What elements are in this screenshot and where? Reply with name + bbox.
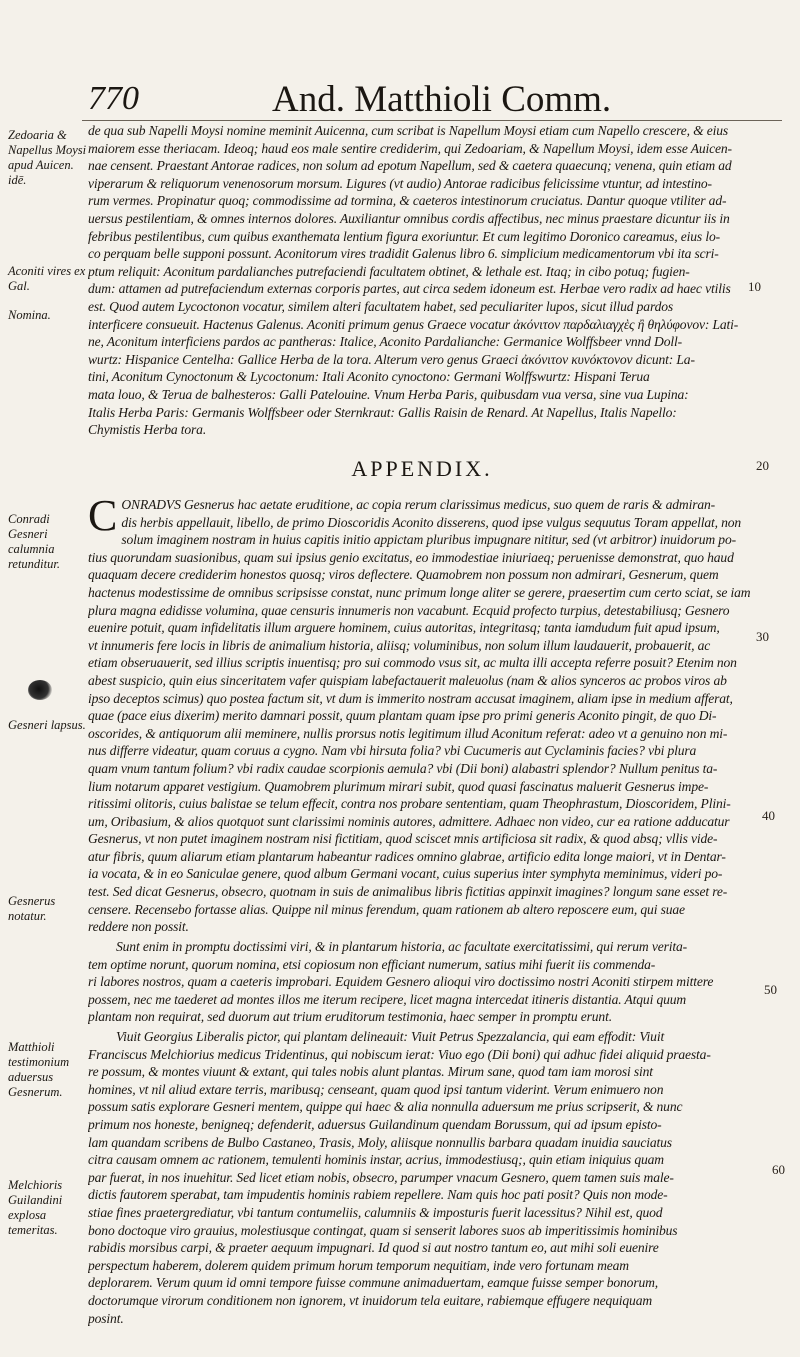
paragraph-2 <box>88 491 756 936</box>
text-line: est. Quod autem Lycoctonon vocatur, similem alteri facultatem habet, sed peculiariter lupos, sicut illud pardos <box>88 298 674 314</box>
text-line: primum nos honeste, benigneq; defenderit, aduersus Guilandinum quendam Borussum, qui ad ipsum episto- <box>88 1116 662 1132</box>
text-line: ri labores nostros, quam a caeteris improbari. Equidem Gesnero alioqui viro doctissimo nostri Aconiti stirpem mittere <box>88 974 714 990</box>
text-line: tius quorundam suasionibus, quam sui ipsius genio excitatus, eo immodestiae iniuriaeq; peruenisse demonstrat, quo haud <box>88 549 734 565</box>
header-rule <box>82 120 782 121</box>
text-line: doctorumque virorum conditionem non ignorem, vt inuidorum tela euitare, rabiemque effugere nequiquam <box>88 1292 653 1308</box>
text-line: febribus pestilentibus, cum quibus exanthemata lentium figura exoriuntur. Et cum legitimo Doronico careamus, eius lo- <box>88 228 720 244</box>
line-number: 60 <box>772 1162 785 1177</box>
margin-note: Aconiti vires ex Gal. <box>8 264 86 293</box>
text-line: rum vermes. Propinatur quoq; commodissime ad tormina, & caeteros intestinorum cruciatus. Dantur quoque vtiliter ad- <box>88 193 727 209</box>
text-line: re possum, & montes viuunt & extant, qui tales nobis alunt plantas. Mirum sane, quod tam iam morosi sint <box>88 1064 653 1080</box>
text-line: vt innumeris fere locis in libris de animalium historia, aliisq; voluminibus, non solum illum laudauerit, probauerit, ac <box>88 637 711 653</box>
text-line: stiae fines praetergrediatur, vbi tantum contumeliis, calumniis & imposturis fuerit lacessitus? Nihil est, quod <box>88 1204 663 1220</box>
paragraph-4 <box>88 1028 756 1327</box>
text-line: rabidis morsibus carpi, & praeter aequum impugnari. Id quod si aut nostro tantum eo, aut mihi soli euenire <box>88 1240 659 1256</box>
text-line: quaquam decere crediderim honestos quosq; viros deflectere. Quamobrem non possum non admirari, Gesnerum, quem <box>88 567 719 583</box>
page-number: 770 <box>88 80 139 117</box>
drop-cap: C <box>88 491 118 540</box>
section-heading: APPENDIX. <box>351 456 493 481</box>
line-number: 40 <box>762 808 775 823</box>
page-header <box>82 78 782 118</box>
text-line: etiam obseruauerit, sed illius scriptis inuentisq; pro sui commodo vsus sit, ac multa illi accepta referre posuit? Etenim non <box>88 655 737 671</box>
line-number: 50 <box>764 982 777 997</box>
text-line: citra causam omnem ac rationem, temulenti hominis instar, acrius, immodestiusq;, quin etiam iniquius quam <box>88 1152 664 1168</box>
text-line: homines, vt nil aliud extare terris, maribusq; censeant, quam quod ipsi tantum viderint. Verum enimuero non <box>88 1081 664 1097</box>
text-line: wurtz: Hispanice Centelha: Gallice Herba de la tora. Alterum vero genus Graeci ἀκόνιτον κυνόκτονον dicunt: La- <box>88 351 695 367</box>
text-line: possum satis explorare Gesneri mentem, quippe qui haec & alia nonnulla aduersum me prius scripserit, & nunc <box>88 1099 683 1115</box>
text-line: possem, nec me taederet ad montes illos me iterum recipere, licet magna intercedat itineris distantia. Atqui quum <box>88 991 687 1007</box>
text-line: ptum reliquit: Aconitum pardalianches putrefaciendi facultatem obtinet, & lethale est. Itaq; in cibo potuq; fugien- <box>88 263 690 279</box>
text-line: nus differre videatur, quam coruus a cygno. Nam vbi hirsuta folia? vbi Cucumeris aut Cyclaminis facies? vbi plura <box>88 743 697 759</box>
line-number: 20 <box>756 458 769 473</box>
text-line: perspectum haberem, dolerem quidem primum horum temporum nequitiam, inde vero fortunam meam <box>88 1257 629 1273</box>
text-line: oscorides, & antiquorum alii meminere, nullis prorsus notis legitimum illud Aconitum referat: adeo vt a genuino non mi- <box>88 725 728 741</box>
text-line: ne, Aconitum interficiens pardos ac pantheras: Italice, Aconito Pardalianche: Germanice Wolffsbeer vnnd Doll- <box>88 334 683 350</box>
text-line: plantam non requirat, sed duorum aut trium eruditorum testimonia, haec semper in promptu erunt. <box>88 1009 612 1025</box>
text-line: Franciscus Melchiorius medicus Tridentinus, qui nobiscum ierat: Viuo ego (Dii boni) qui adhuc fidei aliquid praesta- <box>88 1046 711 1062</box>
running-head: And. Matthioli Comm. <box>272 79 612 120</box>
text-line: quae (pace eius dixerim) merito damnari possit, quum plantam quam ipse pro primi generis Aconito pingit, de quo Di- <box>88 708 717 724</box>
text-line: uersus pestilentiam, & omnes internos dolores. Auxiliantur omnibus cordis affectibus, nec minus praestare dicuntur iis in <box>88 210 730 226</box>
text-line: deplorarem. Verum quum id omni tempore fuisse commune animaduertam, eamque fuisse semper bonorum, <box>88 1275 659 1291</box>
text-line: tini, Aconitum Cynoctonum & Lycoctonum: Itali Aconito cynoctono: Germani Wolffswurtz: Hispani Terua <box>88 369 650 385</box>
text-line: plura magna edidisse volumina, quae censuris innumeris non vacabunt. Ecquid profecto turpius, detestabiliusq; Gesnero <box>88 602 730 618</box>
text-line: Italis Herba Paris: Germanis Wolffsbeer oder Sternkraut: Gallis Raisin de Renard. At Napellus, Italis Napello: <box>88 404 677 420</box>
text-line: maiorem esse theriacam. Ideoq; haud eos male sentire crediderim, qui Zedoariam, & Napellum Moysi, idem esse Auicen- <box>88 140 732 156</box>
text-line: censere. Recensebo fortasse alias. Quippe nil minus ferendum, quam rationem ab altero reposcere eum, qui suae <box>88 901 685 917</box>
text-line: viperarum & reliquorum venenosorum morsum. Ligures (vt audio) Antorae radicibus felicissime vtuntur, ad intestino- <box>88 175 712 191</box>
text-line: dis herbis appellauit, libello, de primo Dioscoridis Aconito disserens, quod ipse vulgus sequutus Toram appellat, non <box>121 514 742 530</box>
text-line: co perquam belle supponi possunt. Aconitorum vires tradidit Galenus libro 6. simplicium medicamentorum vbi ita scri- <box>88 246 719 262</box>
paragraph-1 <box>88 122 756 439</box>
text-line: ONRADVS Gesnerus hac aetate eruditione, ac copia rerum clarissimus medicus, suo quem de raris & admiran- <box>121 497 716 512</box>
margin-note: Conradi Gesneri calumnia retunditur. <box>8 512 60 571</box>
margin-note: Nomina. <box>8 308 51 322</box>
ink-stain <box>28 680 52 700</box>
line-number: 30 <box>756 629 769 644</box>
text-line: lam quandam scribens de Bulbo Castaneo, Trasis, Moly, aliisque nonnullis barbara quadam inuidia sauciatus <box>88 1134 672 1150</box>
text-line: um, Oribasium, & alios quotquot sunt clarissimi nominis autores, admittere. Adhaec non video, cur ea ratione adducatur <box>88 813 730 829</box>
text-line: interficere consueuit. Hactenus Galenus. Aconiti primum genus Graece vocatur ἀκόνιτον παρδαλιαγχὲς ἢ θηλύφονον: Lati- <box>88 316 739 332</box>
text-line: ritissimi olitoris, cuius balistae se telum effecit, contra nos probare sententiam, quam Theophrastum, Dioscoridem, Plini- <box>88 796 731 812</box>
text-line: bono doctoque viro grauius, molestiusque contingat, quam si senserit labores suos ab imperitissimis hominibus <box>88 1222 678 1238</box>
text-line: posint. <box>88 1310 124 1326</box>
text-line: Sunt enim in promptu doctissimi viri, & in plantarum historia, ac facultate exercitatissimi, qui rerum verita- <box>116 939 688 954</box>
text-line: lium notarum apparet vestigium. Quamobrem plurimum mirari subit, quod quasi fascinatus maluerit Gesnerus impe- <box>88 778 709 794</box>
margin-note: Zedoaria & Napellus Moysi apud Auicen. idē. <box>8 128 87 187</box>
text-line: test. Sed dicat Gesnerus, obsecro, quotnam in suis de animalibus libris fictitias appinxit imagines? longum sane esset re- <box>88 884 728 900</box>
text-line: Chymistis Herba tora. <box>88 422 207 438</box>
text-line: solum imaginem nostram in huius capitis initio appictam pluribus impugnare nititur, sed (vt arbitror) inuidorum po- <box>121 532 736 548</box>
text-line: tem optime norunt, quorum nomina, etsi copiosum non efficiant numerum, satius mihi fuerit iis commenda- <box>88 956 656 972</box>
text-line: quam vnum tantum folium? vbi radix caudae scorpionis aemula? vbi (Dii boni) alabastri splendor? Nullum penitus ta- <box>88 760 718 776</box>
text-line: dictis fautorem sperabat, tam impudentis hominis rabiem repellere. Nam quis hoc pati posit? Quis non mode- <box>88 1187 668 1203</box>
text-line: reddere non possit. <box>88 919 189 935</box>
text-line: dum: attamen ad putrefaciendum externas corporis partes, aut circa sedem idoneum est. Herbae vero radix ad haec vtilis <box>88 281 731 297</box>
paragraph-3 <box>88 938 756 1026</box>
margin-note: Matthioli testimonium aduersus Gesnerum. <box>8 1040 70 1099</box>
text-line: abest suspicio, quin eius sinceritatem vafer quispiam labefactauerit maleuolus (nam & alios synceros ac probos viros ab <box>88 672 727 688</box>
line-number: 10 <box>748 279 761 294</box>
text-line: ia vocata, & in eo Saniculae genere, quod album Germani vocant, cuius superius inter symphyta meminimus, videri po- <box>88 866 723 882</box>
margin-note: Gesneri lapsus. <box>8 718 86 732</box>
text-line: mata louo, & Terua de balhesteros: Galli Patelouine. Vnum Herba Paris, quibusdam vua versa, sine vua Lupina: <box>88 386 689 402</box>
text-line: Viuit Georgius Liberalis pictor, qui plantam delineauit: Viuit Petrus Spezzalancia, qui eam effodit: Viuit <box>116 1029 665 1044</box>
margin-note: Melchioris Guilandini explosa temeritas. <box>8 1178 63 1237</box>
text-line: nae censent. Praestant Antorae radices, non solum ad epotum Napellum, sed & caetera quaecunq; venena, quin etiam ad <box>88 158 732 174</box>
text-line: atur fibris, quum aliarum etiam plantarum habeantur radices omnino glabrae, artificio edita longe maiori, vt in Dentar- <box>88 848 726 864</box>
text-line: hactenus modestissime de omnibus scripsisse constat, nunc primum longe aliter se gerere, praesertim cum certo sciat, se iam <box>88 584 751 600</box>
text-line: Gesnerus, vt non putet imaginem nostram nisi fictitiam, quod sciscet mnis artificiosa sit radix, & quod absq; vllis vide- <box>88 831 718 847</box>
text-line: ipso deceptos scimus) quo postea factum sit, vt dum is immerito nostram accusat imaginem, aliam ipse in medium afferat, <box>88 690 733 706</box>
text-line: par fuerat, in nos inuehitur. Sed licet etiam nobis, obsecro, parumper vnacum Gesnero, quem tamen suis male- <box>88 1169 674 1185</box>
margin-note: Gesnerus notatur. <box>8 894 56 923</box>
text-line: euenire potuit, quam infidelitatis illum arguere hominem, cuius autoritas, integritasq; tanta iamdudum fuit apud ipsum, <box>88 620 720 636</box>
text-line: de qua sub Napelli Moysi nomine meminit Auicenna, cum scribat is Napellum Moysi etiam cum Napello crescere, & eius <box>88 123 729 138</box>
